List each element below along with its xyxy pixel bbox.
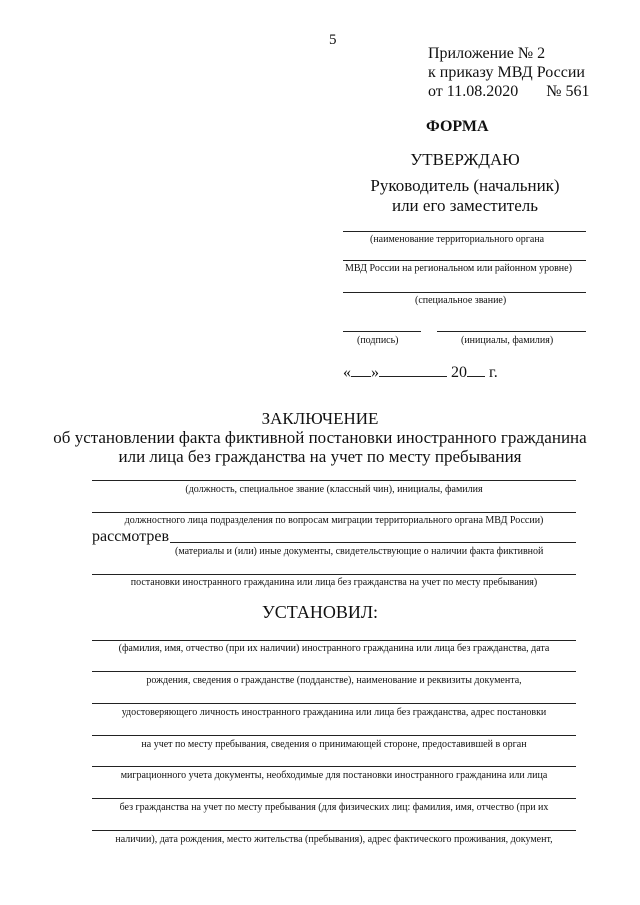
approve-line-1: Руководитель (начальник) xyxy=(370,176,560,195)
caption-org-2: МВД России на региональном или районном уровне) xyxy=(345,263,572,274)
detail-line-2 xyxy=(92,671,576,672)
detail-line-3 xyxy=(92,703,576,704)
heading-title: ЗАКЛЮЧЕНИЕ xyxy=(261,409,379,428)
detail-caption-3: удостоверяющего личность иностранного гражданина или лица без гражданства, адрес постановки xyxy=(121,707,547,718)
official-line-2 xyxy=(92,512,576,513)
page-number: 5 xyxy=(329,32,337,48)
document-heading xyxy=(0,409,640,466)
detail-caption-2: рождения, сведения о гражданстве (подданстве), наименование и реквизиты документа, xyxy=(146,675,522,686)
materials-line-2 xyxy=(92,574,576,575)
detail-line-6 xyxy=(92,798,576,799)
date-close-quote: » xyxy=(371,364,379,381)
initials-line xyxy=(437,331,586,332)
detail-line-4 xyxy=(92,735,576,736)
approve-title: УТВЕРЖДАЮ xyxy=(410,150,520,169)
heading-subtitle-2: или лица без гражданства на учет по месту пребывания xyxy=(118,447,522,466)
established-heading: УСТАНОВИЛ: xyxy=(261,602,379,622)
org-line-2 xyxy=(343,260,586,261)
detail-caption-4: на учет по месту пребывания, сведения о принимающей стороне, предоставившей в орган xyxy=(141,739,527,750)
form-label: ФОРМА xyxy=(426,118,489,135)
caption-rank: (специальное звание) xyxy=(415,295,507,306)
caption-materials-1: (материалы и (или) иные документы, свидетельствующие о наличии факта фиктивной xyxy=(175,546,544,557)
date-year: 20 xyxy=(451,364,467,381)
caption-official-1: (должность, специальное звание (классный чин), инициалы, фамилия xyxy=(185,484,483,495)
caption-org-1: (наименование территориального органа xyxy=(370,234,545,245)
appendix-number: № 561 xyxy=(546,83,590,100)
caption-signature: (подпись) xyxy=(357,335,399,346)
considered-line xyxy=(170,542,576,543)
rank-line xyxy=(343,292,586,293)
detail-line-5 xyxy=(92,766,576,767)
caption-official-2: должностного лица подразделения по вопросам миграции территориального органа МВД России) xyxy=(124,515,544,526)
caption-initials: (инициалы, фамилия) xyxy=(461,335,554,346)
official-line-1 xyxy=(92,480,576,481)
appendix-block xyxy=(428,44,589,101)
detail-line-1 xyxy=(92,640,576,641)
detail-caption-5: миграционного учета документы, необходимые для постановки иностранного гражданина или лица xyxy=(120,770,548,781)
considered-label: рассмотрев xyxy=(92,528,170,545)
date-g: г. xyxy=(489,364,498,381)
approve-line-2: или его заместитель xyxy=(391,196,539,215)
approve-date xyxy=(343,364,498,382)
appendix-line-1: Приложение № 2 xyxy=(428,45,546,62)
heading-subtitle-1: об установлении факта фиктивной постановки иностранного гражданина xyxy=(53,428,587,447)
detail-caption-7: наличии), дата рождения, место жительства (пребывания), адрес фактического проживания, документ, xyxy=(115,834,553,845)
appendix-date: от 11.08.2020 xyxy=(428,83,519,100)
appendix-line-2: к приказу МВД России xyxy=(428,64,585,81)
signature-line xyxy=(343,331,421,332)
appendix-line-3 xyxy=(428,82,589,101)
detail-caption-1: (фамилия, имя, отчество (при их наличии) иностранного гражданина или лица без гражданства, дата xyxy=(118,643,550,654)
detail-line-7 xyxy=(92,830,576,831)
date-open-quote: « xyxy=(343,364,351,381)
approve-block xyxy=(340,150,590,216)
caption-materials-2: постановки иностранного гражданина или лица без гражданства на учет по месту пребывания) xyxy=(130,577,538,588)
detail-caption-6: без гражданства на учет по месту пребывания (для физических лиц: фамилия, имя, отчество (при их xyxy=(119,802,549,813)
org-line-1 xyxy=(343,231,586,232)
